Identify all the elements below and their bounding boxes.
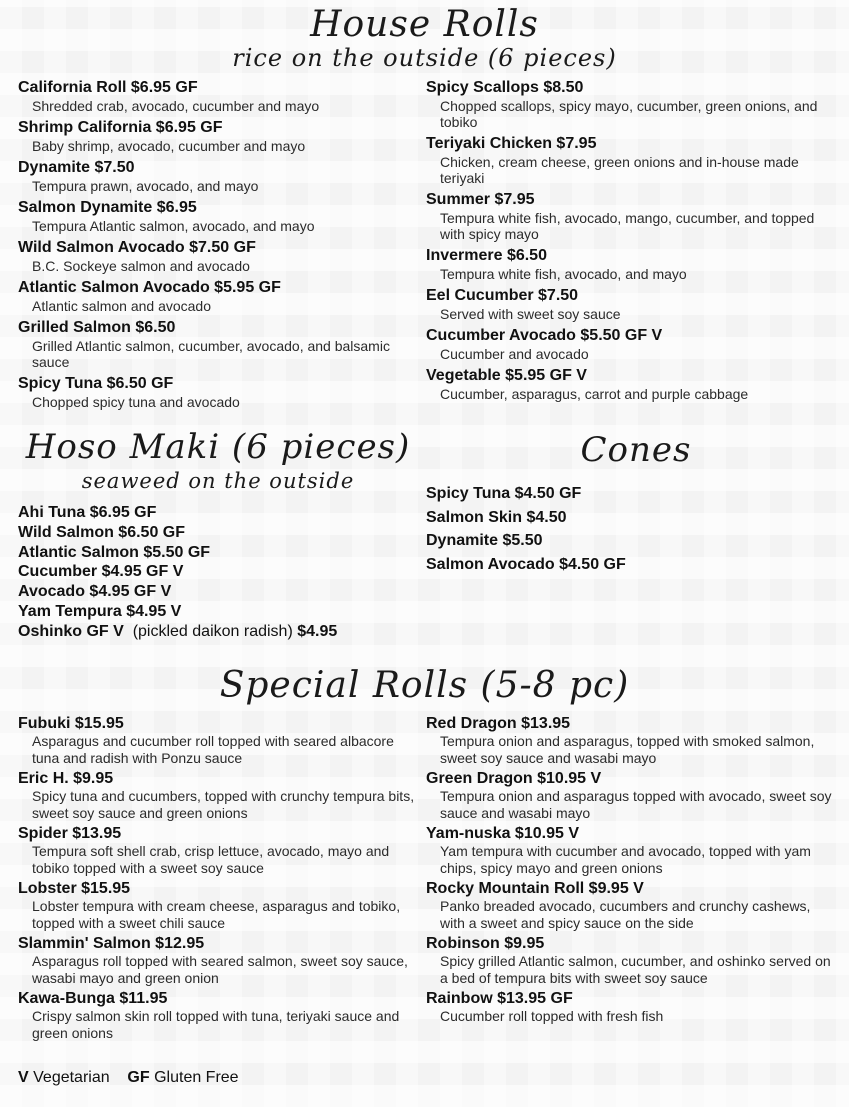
house-roll-description: B.C. Sockeye salmon and avocado bbox=[32, 258, 250, 274]
special-roll-name: Fubuki $15.95 bbox=[18, 715, 124, 732]
special-roll-name: Kawa-Bunga $11.95 bbox=[18, 990, 168, 1007]
hoso-maki-title: Hoso Maki (6 pieces) bbox=[25, 427, 411, 467]
house-roll-description: Grilled Atlantic salmon, cucumber, avocado, and balsamic sauce bbox=[32, 338, 390, 370]
special-roll-name: Eric H. $9.95 bbox=[18, 770, 114, 787]
special-roll-description: Yam tempura with cucumber and avocado, topped with yam chips, spicy mayo and green onions bbox=[440, 843, 811, 876]
house-roll-name: California Roll $6.95 GF bbox=[18, 79, 198, 96]
hoso-item: Cucumber $4.95 GF V bbox=[18, 563, 184, 581]
house-right-column bbox=[426, 77, 836, 405]
hoso-maki-subtitle: seaweed on the outside bbox=[81, 469, 355, 493]
special-rolls-title: Special Rolls (5-8 pc) bbox=[219, 665, 630, 706]
house-roll-description: Chopped spicy tuna and avocado bbox=[32, 394, 240, 410]
house-roll-description: Tempura Atlantic salmon, avocado, and mayo bbox=[32, 218, 315, 234]
house-roll-description: Tempura white fish, avocado, and mayo bbox=[440, 266, 687, 282]
house-roll-name: Spicy Scallops $8.50 bbox=[426, 79, 584, 96]
legend-v: V bbox=[18, 1069, 29, 1086]
house-roll-name: Grilled Salmon $6.50 bbox=[18, 319, 176, 336]
cone-item: Dynamite $5.50 bbox=[426, 532, 543, 549]
house-rolls-subtitle: rice on the outside (6 pieces) bbox=[232, 44, 617, 72]
legend-v-label: Vegetarian bbox=[33, 1069, 110, 1086]
house-roll-name: Invermere $6.50 bbox=[426, 247, 547, 264]
hoso-item: Wild Salmon $6.50 GF bbox=[18, 523, 186, 541]
special-roll-description: Cucumber roll topped with fresh fish bbox=[440, 1008, 664, 1024]
cones-title: Cones bbox=[580, 430, 692, 470]
house-rolls-title: House Rolls bbox=[310, 4, 539, 45]
special-roll-name: Rocky Mountain Roll $9.95 V bbox=[426, 880, 644, 897]
special-roll-name: Slammin' Salmon $12.95 bbox=[18, 935, 205, 952]
hoso-maki-list bbox=[18, 503, 418, 642]
house-roll-name: Teriyaki Chicken $7.95 bbox=[426, 135, 597, 152]
special-roll-description: Spicy tuna and cucumbers, topped with crunchy tempura bits, sweet soy sauce and green onions bbox=[32, 788, 415, 821]
house-roll-name: Atlantic Salmon Avocado $5.95 GF bbox=[18, 279, 281, 296]
house-roll-description: Atlantic salmon and avocado bbox=[32, 298, 211, 314]
house-roll-name: Summer $7.95 bbox=[426, 191, 535, 208]
house-roll-description: Shredded crab, avocado, cucumber and mayo bbox=[32, 98, 320, 114]
house-roll-description: Served with sweet soy sauce bbox=[440, 306, 621, 322]
special-roll-name: Yam-nuska $10.95 V bbox=[426, 825, 579, 842]
house-roll-name: Eel Cucumber $7.50 bbox=[426, 287, 579, 304]
house-left-column bbox=[18, 77, 418, 413]
house-roll-name: Spicy Tuna $6.50 GF bbox=[18, 375, 174, 392]
special-roll-description: Tempura onion and asparagus, topped with smoked salmon, sweet soy sauce and wasabi mayo bbox=[440, 733, 815, 766]
house-roll-name: Dynamite $7.50 bbox=[18, 159, 135, 176]
special-roll-description: Asparagus roll topped with seared salmon, sweet soy sauce, wasabi mayo and green onion bbox=[32, 953, 408, 986]
house-roll-description: Cucumber, asparagus, carrot and purple cabbage bbox=[440, 386, 749, 402]
hoso-item: Avocado $4.95 GF V bbox=[18, 583, 172, 601]
hoso-item: Atlantic Salmon $5.50 GF bbox=[18, 543, 211, 561]
cone-item: Salmon Skin $4.50 bbox=[426, 508, 567, 526]
dietary-legend bbox=[18, 1069, 239, 1087]
special-roll-description: Tempura soft shell crab, crisp lettuce, avocado, mayo and tobiko topped with a sweet soy sauce bbox=[32, 843, 390, 876]
house-roll-description: Tempura white fish, avocado, mango, cucumber, and topped with spicy mayo bbox=[440, 210, 815, 242]
special-roll-description: Tempura onion and asparagus topped with avocado, sweet soy sauce and wasabi mayo bbox=[440, 788, 832, 821]
hoso-item-oshinko: Oshinko GF V (pickled daikon radish) $4.95 bbox=[18, 622, 338, 640]
house-roll-name: Salmon Dynamite $6.95 bbox=[18, 199, 197, 216]
house-roll-name: Cucumber Avocado $5.50 GF V bbox=[426, 327, 663, 344]
special-roll-name: Red Dragon $13.95 bbox=[426, 715, 571, 732]
special-roll-description: Spicy grilled Atlantic salmon, cucumber, and oshinko served on a bed of tempura bits with sweet soy sauce bbox=[440, 953, 831, 986]
house-roll-description: Chicken, cream cheese, green onions and in-house made teriyaki bbox=[440, 154, 799, 186]
house-roll-name: Wild Salmon Avocado $7.50 GF bbox=[18, 239, 256, 256]
house-roll-description: Chopped scallops, spicy mayo, cucumber, green onions, and tobiko bbox=[440, 98, 818, 130]
house-roll-name: Vegetable $5.95 GF V bbox=[426, 367, 587, 384]
house-roll-description: Tempura prawn, avocado, and mayo bbox=[32, 178, 259, 194]
special-roll-description: Asparagus and cucumber roll topped with seared albacore tuna and radish with Ponzu sauce bbox=[32, 733, 394, 766]
special-roll-name: Robinson $9.95 bbox=[426, 935, 545, 952]
cone-item: Spicy Tuna $4.50 GF bbox=[426, 485, 582, 502]
cone-item: Salmon Avocado $4.50 GF bbox=[426, 555, 626, 573]
house-roll-description: Baby shrimp, avocado, cucumber and mayo bbox=[32, 138, 306, 154]
hoso-item: Ahi Tuna $6.95 GF bbox=[18, 504, 157, 521]
special-roll-name: Lobster $15.95 bbox=[18, 880, 131, 897]
legend-gf-label: Gluten Free bbox=[154, 1069, 239, 1086]
cones-list bbox=[426, 482, 836, 576]
special-roll-description: Lobster tempura with cream cheese, asparagus and tobiko, topped with a sweet chili sauce bbox=[32, 898, 401, 931]
hoso-item: Yam Tempura $4.95 V bbox=[18, 602, 182, 620]
special-left-column bbox=[18, 714, 418, 1044]
special-roll-name: Green Dragon $10.95 V bbox=[426, 770, 602, 787]
special-roll-description: Crispy salmon skin roll topped with tuna, teriyaki sauce and green onions bbox=[32, 1008, 400, 1041]
special-right-column bbox=[426, 714, 836, 1027]
house-roll-description: Cucumber and avocado bbox=[440, 346, 589, 362]
legend-gf: GF bbox=[127, 1069, 150, 1086]
special-roll-name: Rainbow $13.95 GF bbox=[426, 990, 573, 1007]
special-roll-name: Spider $13.95 bbox=[18, 825, 122, 842]
special-roll-description: Panko breaded avocado, cucumbers and crunchy cashews, with a sweet and spicy sauce on the side bbox=[440, 898, 811, 931]
house-roll-name: Shrimp California $6.95 GF bbox=[18, 119, 223, 136]
